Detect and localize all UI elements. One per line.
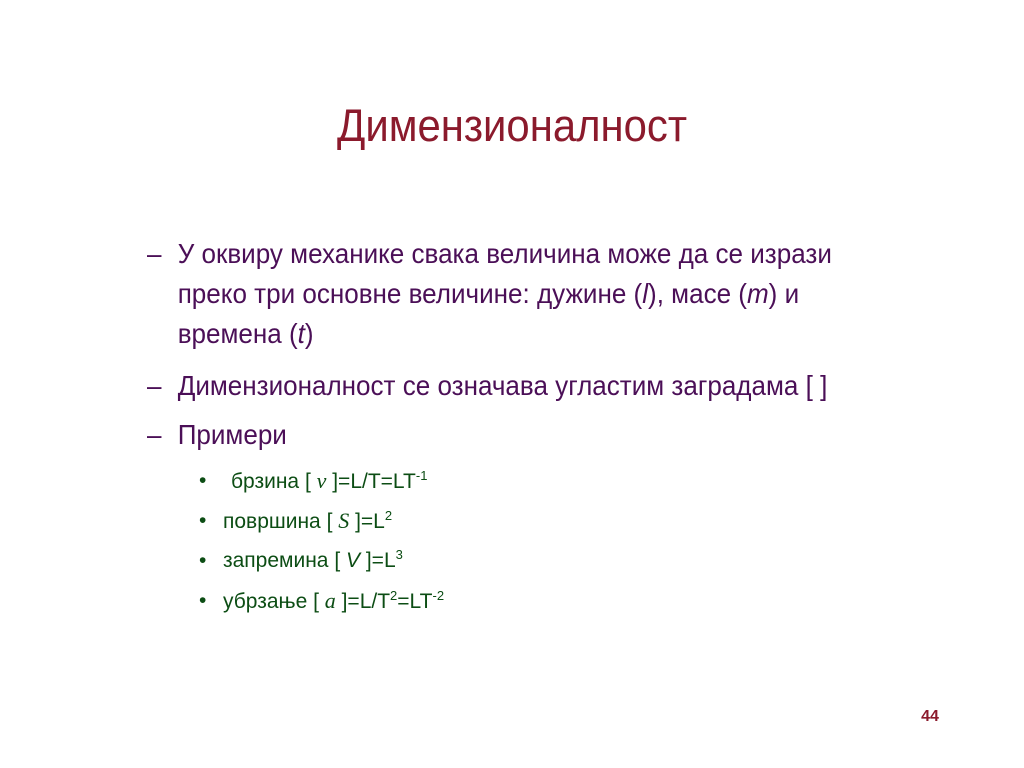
example-label: брзина [ — [231, 470, 317, 493]
exponent: 2 — [390, 588, 398, 603]
example-formula: ]=L — [349, 510, 385, 533]
example-label: површина [ — [223, 510, 339, 533]
bullet-marker: • — [199, 469, 207, 492]
slide-title: Димензионалност — [336, 100, 687, 151]
page-number: 44 — [921, 708, 939, 725]
item-text — [178, 234, 854, 354]
volume-symbol: V — [346, 549, 361, 572]
example-acceleration — [199, 586, 444, 617]
mass-symbol: m — [746, 278, 769, 309]
dash-marker: – — [147, 238, 162, 269]
speed-symbol: v — [316, 468, 327, 493]
exponent: -2 — [432, 588, 445, 603]
example-area — [199, 506, 392, 537]
bullet-marker: • — [199, 549, 207, 572]
acceleration-symbol: a — [324, 588, 336, 613]
example-formula: =LT — [397, 590, 433, 613]
length-symbol: l — [642, 278, 649, 309]
example-text — [223, 586, 444, 617]
bullet-marker: • — [199, 509, 207, 532]
time-symbol: t — [297, 318, 305, 349]
example-speed — [199, 466, 427, 497]
exponent: 3 — [395, 547, 403, 562]
dash-marker: – — [147, 370, 162, 401]
example-text — [231, 466, 427, 497]
bullet-marker: • — [199, 589, 207, 612]
item-text: Примери — [177, 419, 287, 450]
item-text-part: ) — [304, 318, 314, 349]
example-formula: ]=L/T — [335, 590, 391, 613]
item-text: Димензионалност се означава угластим заградама [ ] — [177, 370, 828, 401]
item-text-part: ) и времена ( — [177, 278, 800, 349]
exponent: 2 — [384, 508, 393, 523]
list-item — [147, 234, 854, 354]
dash-marker: – — [147, 419, 162, 450]
item-text-part: ), масе ( — [648, 278, 747, 309]
example-label: убрзање [ — [223, 590, 325, 613]
example-volume — [199, 546, 403, 576]
list-item — [147, 415, 854, 455]
area-symbol: S — [338, 508, 350, 533]
example-formula: ]=L — [360, 549, 396, 572]
example-text — [223, 546, 403, 576]
example-label: запремина [ — [223, 549, 346, 572]
list-item — [147, 366, 854, 406]
example-formula: ]=L/T=LT — [326, 470, 416, 493]
item-text-part: У оквиру механике свака величина може да се изрази преко три основне величине: дужине ( — [177, 238, 832, 309]
exponent: -1 — [415, 468, 428, 483]
example-text — [223, 506, 392, 537]
